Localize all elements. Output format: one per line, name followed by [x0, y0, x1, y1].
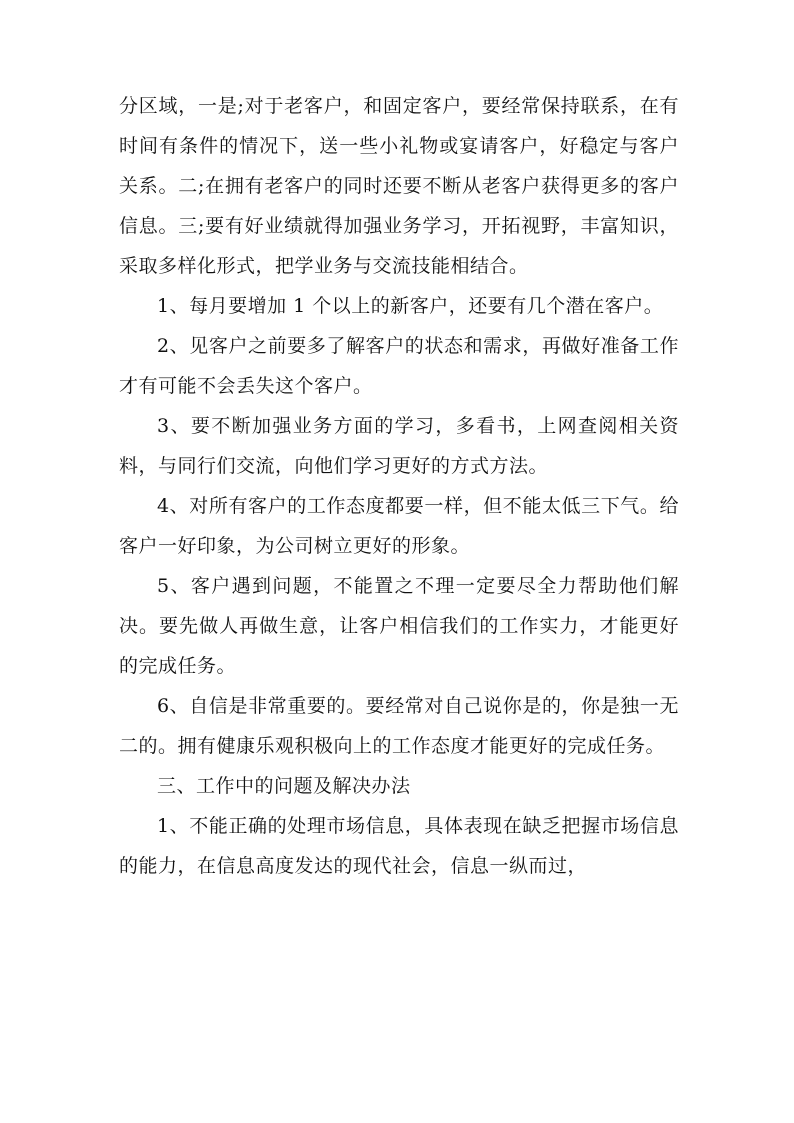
list-item-2: 2、见客户之前要多了解客户的状态和需求，再做好准备工作才有可能不会丢失这个客户。	[119, 335, 679, 397]
list-item-5: 5、客户遇到问题，不能置之不理一定要尽全力帮助他们解决。要先做人再做生意，让客户相信我们的工作实力，才能更好的完成任务。	[119, 575, 679, 677]
list-item-6: 6、自信是非常重要的。要经常对自己说你是的，你是独一无二的。拥有健康乐观积极向上的工作态度才能更好的完成任务。	[119, 695, 679, 757]
list-item-4: 4、对所有客户的工作态度都要一样，但不能太低三下气。给客户一好印象，为公司树立更好的形象。	[119, 495, 679, 557]
paragraph-continuation: 分区域，一是;对于老客户，和固定客户，要经常保持联系，在有时间有条件的情况下，送一些小礼物或宴请客户，好稳定与客户关系。二;在拥有老客户的同时还要不断从老客户获得更多的客户信息。三;要有好业绩就得加强业务学习，开拓视野，丰富知识，采取多样化形式，把学业务与交流技能相结合。	[119, 95, 679, 277]
document-body	[119, 86, 679, 886]
problem-item-1: 1、不能正确的处理市场信息，具体表现在缺乏把握市场信息的能力，在信息高度发达的现代社会，信息一纵而过，	[119, 815, 679, 877]
list-item-1: 1、每月要增加 1 个以上的新客户，还要有几个潜在客户。	[157, 295, 664, 317]
section-heading: 三、工作中的问题及解决办法	[157, 775, 411, 797]
list-item-3: 3、要不断加强业务方面的学习，多看书，上网查阅相关资料，与同行们交流，向他们学习更好的方式方法。	[119, 415, 679, 477]
